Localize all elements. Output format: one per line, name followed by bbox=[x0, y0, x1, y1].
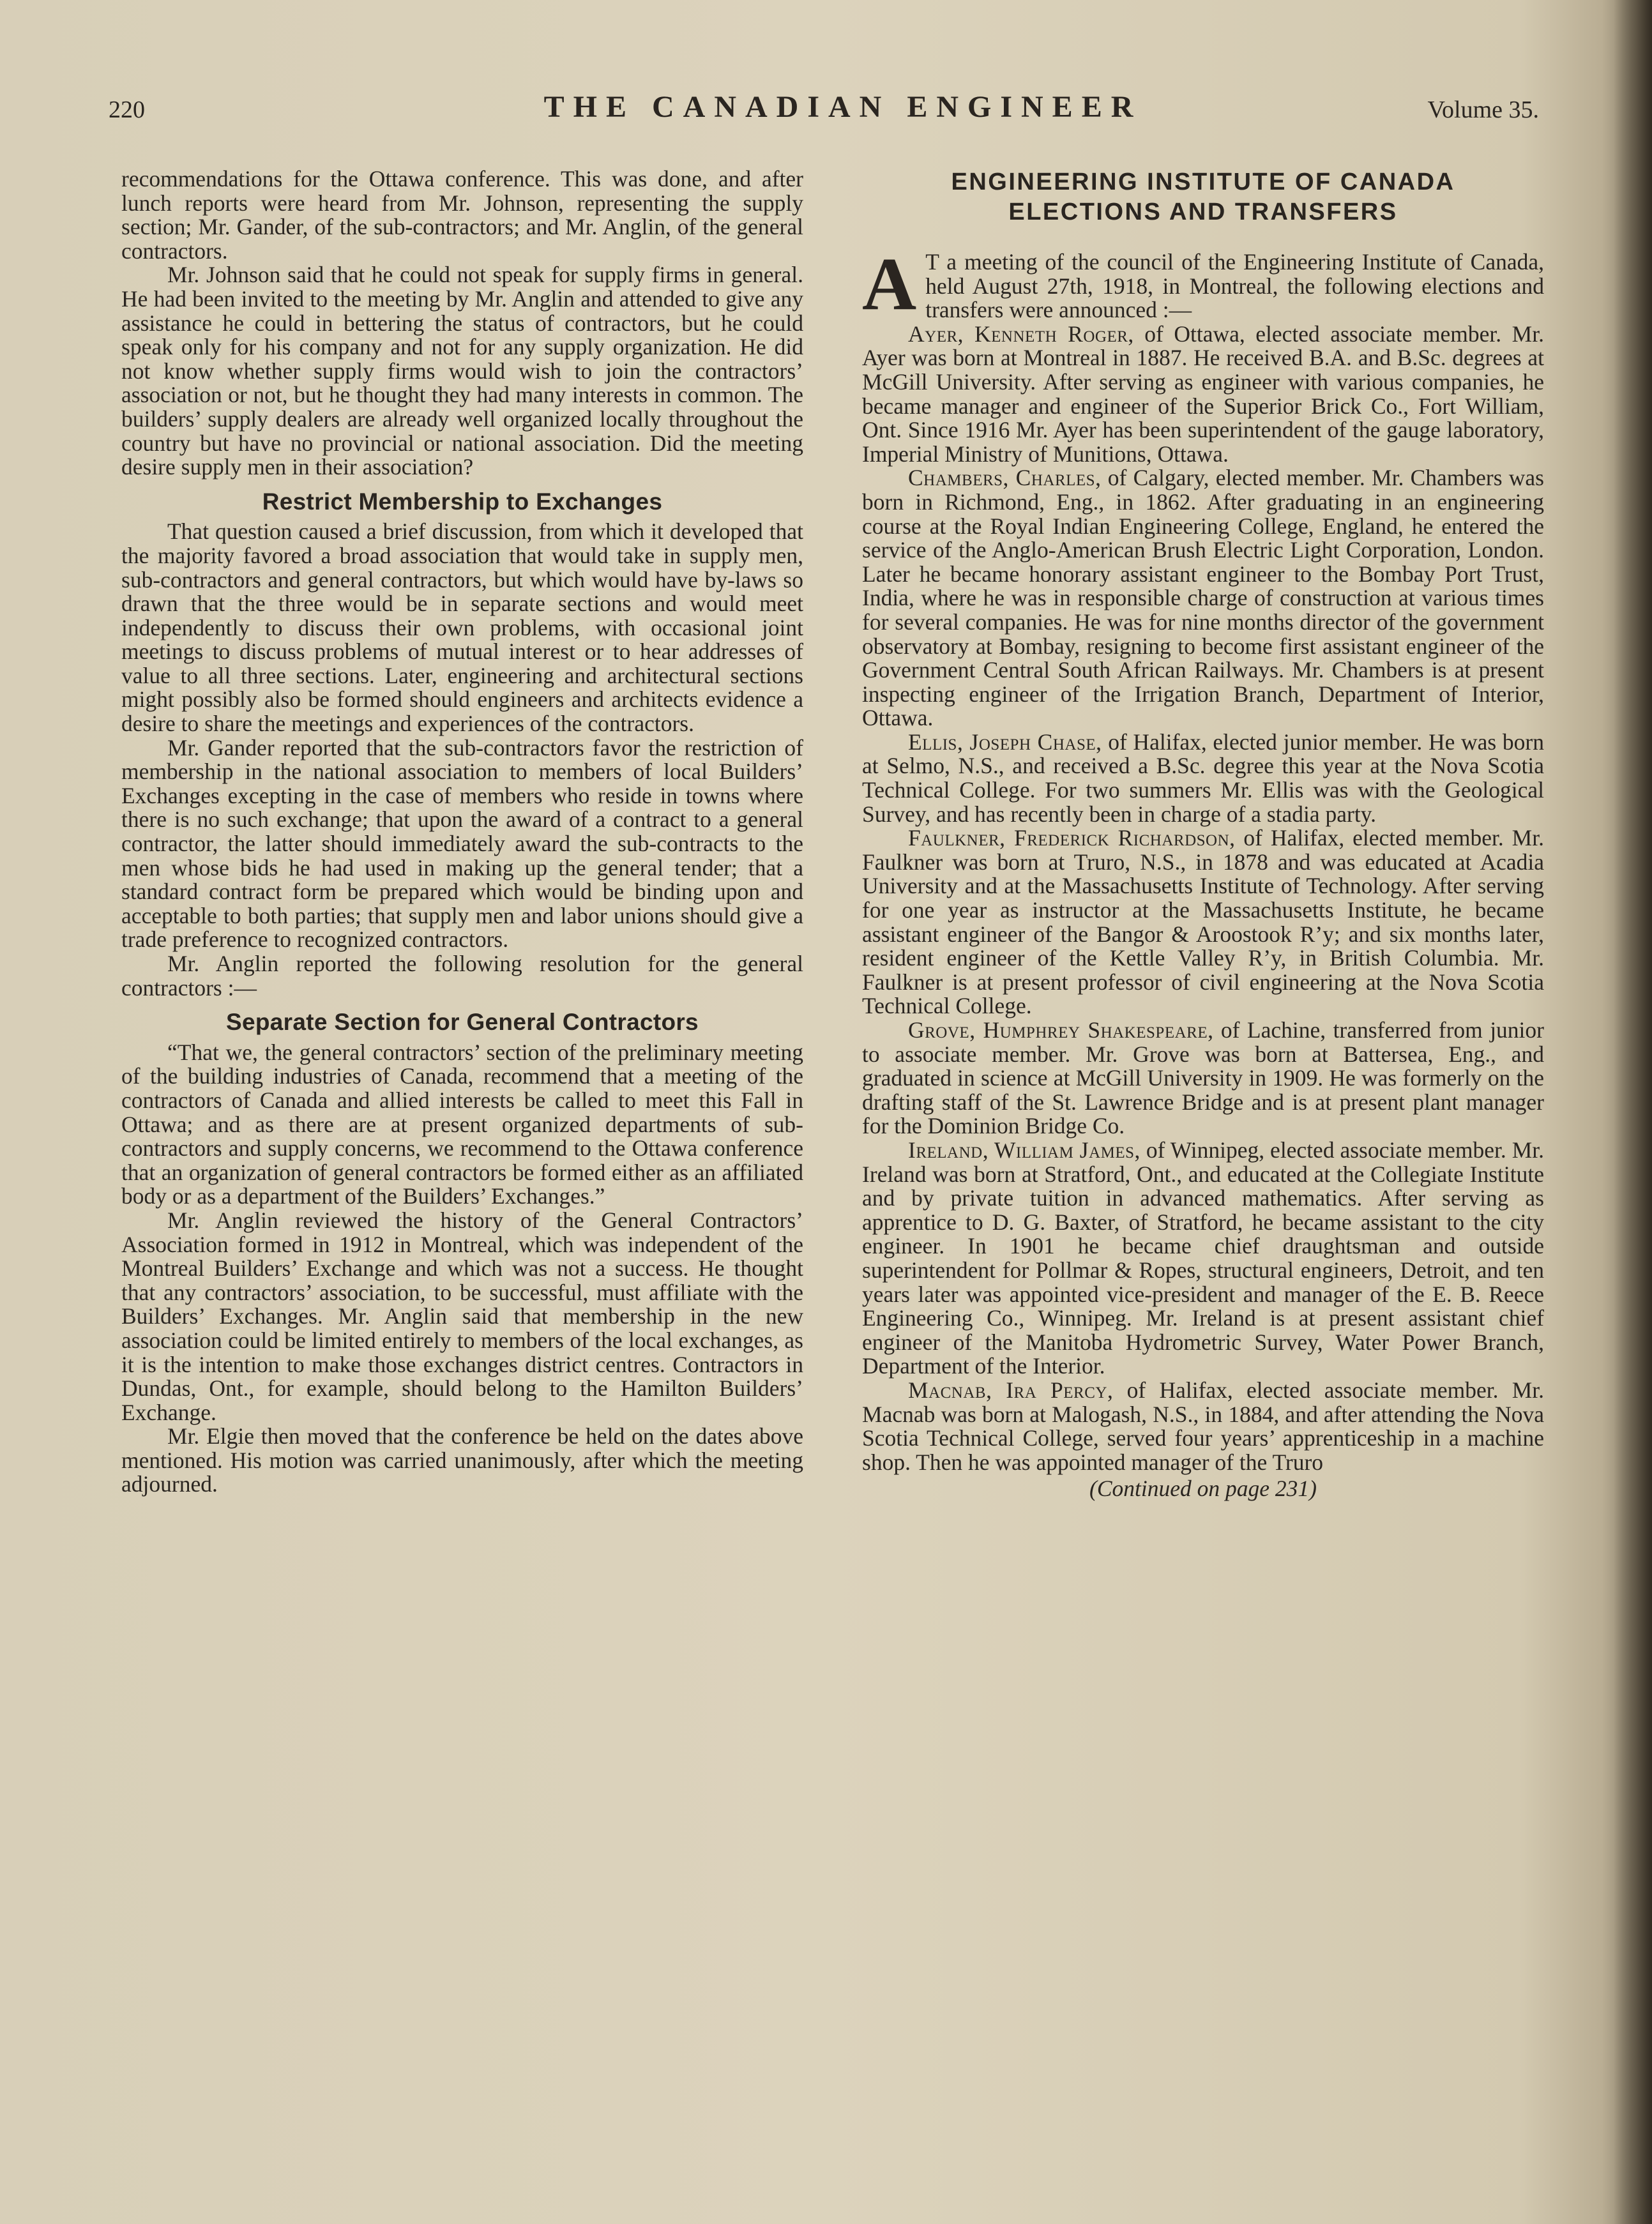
resolution-quote: “That we, the general contractors’ section of the preliminary meeting of the building industries of Canada, recommend that a meeting of the contractors of Canada and allied interests be called to meet this Fall in Ottawa; and as there are at present organized departments of sub-contractors and supply concerns, we recommend to the Ottawa conference that an organization of general contractors be formed either as an affiliated body or as a department of the Builders’ Exchanges.” bbox=[121, 1039, 803, 1209]
member-entry bbox=[862, 1379, 1544, 1474]
running-header bbox=[109, 89, 1539, 134]
member-name: Faulkner, Frederick Richardson, bbox=[908, 825, 1236, 851]
member-text: of Ottawa, elected associate member. Mr. Ayer was born at Montreal in 1887. He received B.A. and B.Sc. degrees at McGill University. After serving as engineer with various companies, he became manager and engineer of the Superior Brick Co., Fort William, Ont. Since 1916 Mr. Ayer has been superintendent of the gauge laboratory, Imperial Ministry of Munitions, Ottawa. bbox=[862, 321, 1544, 467]
paragraph: recommendations for the Ottawa conference. This was done, and after lunch reports were heard from Mr. Johnson, representing the supply section; Mr. Gander, of the sub-contractors; and Mr. Anglin, of the general contractors. bbox=[121, 166, 803, 264]
journal-title: THE CANADIAN ENGINEER bbox=[543, 90, 1142, 124]
article-title-line-2: ELECTIONS AND TRANSFERS bbox=[1008, 199, 1398, 225]
article-title bbox=[862, 167, 1544, 227]
member-entry bbox=[862, 466, 1544, 730]
member-text: of Calgary, elected member. Mr. Chambers was born in Richmond, Eng., in 1862. After graduating in an engineering course at the Royal Indian Engineering College, England, he entered the service of the Anglo-American Brush Electric Light Corporation, London. Later he became honorary assistant engineer to the Bombay Port Trust, India, where he was in responsible charge of construction at various times for several companies. He was for nine months director of the government observatory at Bombay, resigning to become first assistant engineer of the Government Central South African Railways. Mr. Chambers is at present inspecting engineer of the Irrigation Branch, Department of Interior, Ottawa. bbox=[862, 465, 1545, 731]
member-name: Grove, Humphrey Shakespeare, bbox=[908, 1017, 1214, 1043]
volume-label: Volume 35. bbox=[1427, 96, 1539, 123]
member-text: of Lachine, transferred from junior to associate member. Mr. Grove was born at Battersea, Eng., and graduated in science at McGill University in 1909. He was formerly on the drafting staff of the St. Lawrence Bridge and is at present plant manager for the Dominion Bridge Co. bbox=[862, 1017, 1544, 1139]
member-entry bbox=[862, 322, 1544, 467]
member-name: Ayer, Kenneth Roger, bbox=[908, 321, 1134, 347]
member-entry bbox=[862, 1018, 1544, 1138]
member-entry bbox=[862, 730, 1544, 826]
paragraph: That question caused a brief discussion, from which it developed that the majority favored a broad association that would take in supply men, sub-contractors and general contractors, but which would have by-laws so drawn that the three would be in separate sections and would meet independently to discuss their own problems, with occasional joint meetings to discuss problems of mutual interest or to hear addresses of value to all three sections. Later, engineering and architectural sections might possibly also be formed should engineers and architects evidence a desire to share the meetings and experiences of the contractors. bbox=[121, 518, 803, 737]
right-column bbox=[862, 167, 1544, 1501]
member-text: of Halifax, elected associate member. Mr. Macnab was born at Malogash, N.S., in 1884, and after attending the Nova Scotia Technical College, served four years’ apprenticeship in a machine shop. Then he was appointed manager of the Truro bbox=[862, 1377, 1545, 1475]
member-text: of Halifax, elected junior member. He was born at Selmo, N.S., and received a B.Sc. degree this year at the Nova Scotia Technical College. For two summers Mr. Ellis was with the Geological Survey, and has recently been in charge of a stadia party. bbox=[862, 729, 1544, 827]
paragraph: Mr. Anglin reported the following resolution for the general contractors :— bbox=[121, 951, 803, 1001]
intro-text: T a meeting of the council of the Engineering Institute of Canada, held August 27th, 1918, in Montreal, the following elections and transfers were announced :— bbox=[925, 249, 1544, 323]
article-title-line-1: ENGINEERING INSTITUTE OF CANADA bbox=[951, 169, 1455, 195]
paragraph: Mr. Elgie then moved that the conference be held on the dates above mentioned. His motion was carried unanimously, after which the meeting adjourned. bbox=[121, 1423, 803, 1497]
section-heading: Restrict Membership to Exchanges bbox=[262, 488, 663, 515]
section-heading: Separate Section for General Contractors bbox=[226, 1009, 699, 1036]
member-name: Ireland, William James, bbox=[908, 1137, 1140, 1163]
entries-list bbox=[862, 322, 1544, 1475]
drop-cap: A bbox=[862, 242, 917, 326]
paragraph: Mr. Johnson said that he could not speak for supply firms in general. He had been invited to the meeting by Mr. Anglin and attended to give any assistance he could in bettering the status of contractors, but he could speak only for his company and not for any supply organization. He did not know whether supply firms would wish to join the contractors’ association or not, but he thought they had many interests in common. The builders’ supply dealers are already well organized locally throughout the country but have no provincial or national association. Did the meeting desire supply men in their association? bbox=[121, 262, 803, 480]
member-name: Chambers, Charles, bbox=[908, 465, 1102, 491]
continued-note: (Continued on page 231) bbox=[1089, 1476, 1317, 1502]
page-gutter-shadow bbox=[1614, 0, 1652, 2224]
member-entry bbox=[862, 1138, 1544, 1379]
member-name: Macnab, Ira Percy, bbox=[908, 1377, 1114, 1403]
member-name: Ellis, Joseph Chase, bbox=[908, 729, 1102, 755]
left-column bbox=[121, 167, 803, 1497]
member-entry bbox=[862, 826, 1544, 1018]
page-number: 220 bbox=[109, 96, 145, 123]
intro-paragraph bbox=[862, 242, 1544, 326]
member-text: of Winnipeg, elected associate member. Mr. Ireland was born at Stratford, Ont., and educated at the Collegiate Institute and by private tuition in advanced mathematics. After serving as apprentice to D. G. Baxter, of Stratford, he became assistant to the city engineer. In 1901 he became chief draughtsman and outside superintendent for Pollmar & Ropes, structural engineers, Detroit, and ten years later was appointed vice-president and manager of the E. B. Reece Engineering Co., Winnipeg. Mr. Ireland is at present assistant chief engineer of the Manitoba Hydrometric Survey, Water Power Branch, Department of the Interior. bbox=[862, 1137, 1544, 1379]
paragraph: Mr. Gander reported that the sub-contractors favor the restriction of membership in the national association to members of local Builders’ Exchanges excepting in the case of members who reside in towns where there is no such exchange; that upon the award of a contract to a general contractor, the latter should immediately award the sub-contracts to the men whose bids he had used in making up the general tender; that a standard contract form be prepared which would be binding upon and acceptable to both parties; that supply men and labor unions should give a trade preference to recognized contractors. bbox=[121, 734, 803, 953]
paragraph: Mr. Anglin reviewed the history of the General Contractors’ Association formed in 1912 in Montreal, which was independent of the Montreal Builders’ Exchange and which was not a success. He thought that any contractors’ association, to be successful, must affiliate with the Builders’ Exchanges. Mr. Anglin said that membership in the new association could be limited entirely to members of the local exchanges, as it is the intention to make those exchanges district centres. Contractors in Dundas, Ont., for example, should belong to the Hamilton Builders’ Exchange. bbox=[121, 1207, 803, 1425]
member-text: of Halifax, elected member. Mr. Faulkner was born at Truro, N.S., in 1878 and was educated at Acadia University and at the Massachusetts Institute of Technology. After serving for one year as instructor at the Massachusetts Institute, he became assistant engineer of the Bangor & Aroostook R’y; and six months later, resident engineer of the Kettle Valley R’y, in British Columbia. Mr. Faulkner is at present professor of civil engineering at the Nova Scotia Technical College. bbox=[862, 825, 1544, 1019]
